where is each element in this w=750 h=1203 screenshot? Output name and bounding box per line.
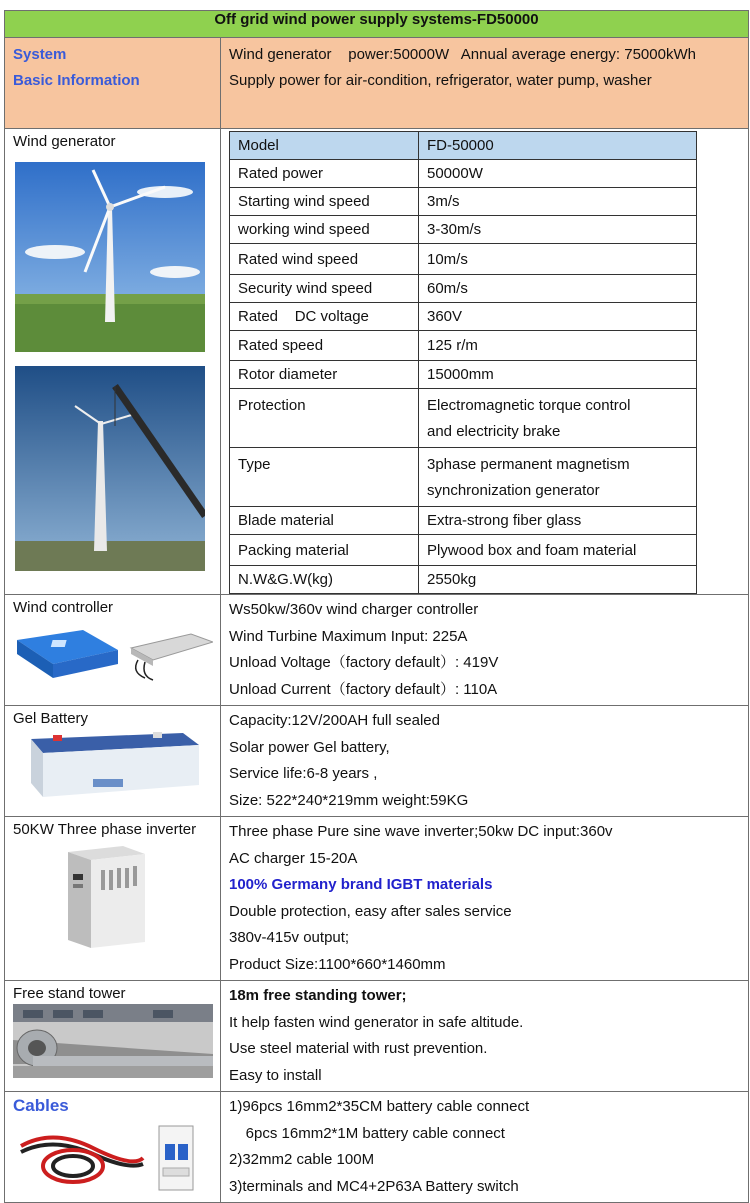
- spec-row: [230, 303, 697, 331]
- controller-line: Unload Voltage（factory default）: 419V: [229, 654, 499, 671]
- system-row: [5, 38, 749, 129]
- controller-label-cell: [5, 595, 221, 706]
- spec-value: 15000mm: [419, 361, 697, 389]
- spec-row: [230, 566, 697, 594]
- spec-value: FD-50000: [419, 132, 697, 160]
- spec-key: Rotor diameter: [230, 361, 419, 389]
- spec-row: [230, 535, 697, 566]
- tower-line: It help fasten wind generator in safe altitude.: [229, 1013, 524, 1031]
- wind-turbine-field-photo: [15, 162, 205, 352]
- controller-label: Wind controller: [13, 599, 114, 616]
- system-info-cell: [221, 38, 749, 129]
- spec-row: [230, 160, 697, 188]
- controller-details-cell: [221, 595, 749, 706]
- controller-row: [5, 595, 749, 706]
- tower-line: Easy to install: [229, 1066, 322, 1084]
- spec-sheet-table: [4, 10, 749, 1203]
- tower-label: Free stand tower: [13, 985, 126, 1002]
- spec-value: 360V: [419, 303, 697, 331]
- inverter-line: Three phase Pure sine wave inverter;50kw DC input:360v: [229, 823, 613, 840]
- spec-value: 125 r/m: [419, 331, 697, 361]
- spec-value: 10m/s: [419, 244, 697, 275]
- battery-row: [5, 706, 749, 817]
- cables-line: 1)96pcs 16mm2*35CM battery cable connect: [229, 1098, 530, 1115]
- spec-value: Plywood box and foam material: [419, 535, 697, 566]
- cables-label: Cables: [13, 1096, 69, 1115]
- tower-headline: 18m free standing tower;: [229, 987, 407, 1004]
- spec-key: Blade material: [230, 507, 419, 535]
- spec-key: Type: [230, 448, 419, 507]
- gel-battery-photo: [13, 731, 213, 799]
- inverter-line: AC charger 15-20A: [229, 849, 358, 867]
- spec-row: [230, 389, 697, 448]
- controller-line: Unload Current（factory default）: 110A: [229, 680, 498, 698]
- spec-value-line: synchronization generator: [427, 482, 600, 499]
- spec-value: 3m/s: [419, 188, 697, 216]
- free-stand-tower-photo: [13, 1004, 213, 1078]
- spec-key: working wind speed: [230, 216, 419, 244]
- spec-key: Rated wind speed: [230, 244, 419, 275]
- basic-information-label: Basic Information: [13, 72, 140, 89]
- battery-line: Service life:6-8 years ,: [229, 765, 378, 782]
- battery-label-cell: [5, 706, 221, 817]
- cables-line: 2)32mm2 cable 100M: [229, 1151, 375, 1168]
- spec-key: Protection: [230, 389, 419, 448]
- battery-line: Size: 522*240*219mm weight:59KG: [229, 791, 469, 809]
- spec-row: [230, 188, 697, 216]
- wind-generator-label-cell: [5, 129, 221, 595]
- spec-key: Model: [230, 132, 419, 160]
- controller-line: Ws50kw/360v wind charger controller: [229, 601, 479, 618]
- battery-line: Solar power Gel battery,: [229, 738, 390, 756]
- spec-value: 3-30m/s: [419, 216, 697, 244]
- spec-row: [230, 216, 697, 244]
- spec-key: N.W&G.W(kg): [230, 566, 419, 594]
- battery-label: Gel Battery: [13, 710, 89, 727]
- inverter-row: [5, 817, 749, 981]
- wind-generator-row: [5, 129, 749, 595]
- system-label-cell: [5, 38, 221, 129]
- spec-row: [230, 448, 697, 507]
- spec-value: 50000W: [419, 160, 697, 188]
- system-label: System: [13, 46, 67, 63]
- spec-row: [230, 132, 697, 160]
- spec-key: Rated speed: [230, 331, 419, 361]
- spec-key: Rated power: [230, 160, 419, 188]
- spec-value-line: and electricity brake: [427, 423, 561, 440]
- spec-row: [230, 507, 697, 535]
- cables-and-switch-photo: [13, 1118, 213, 1194]
- system-line-1: Wind generator power:50000W Annual average energy: 75000kWh: [229, 46, 696, 63]
- spec-row: [230, 331, 697, 361]
- wind-controller-photo: [13, 620, 213, 686]
- inverter-line: Product Size:1100*660*1460mm: [229, 955, 446, 973]
- wind-generator-spec-cell: [221, 129, 749, 595]
- inverter-label-cell: [5, 817, 221, 981]
- three-phase-inverter-photo: [13, 844, 213, 952]
- tower-line: Use steel material with rust prevention.: [229, 1040, 488, 1057]
- spec-value: Extra-strong fiber glass: [419, 507, 697, 535]
- battery-line: Capacity:12V/200AH full sealed: [229, 712, 440, 729]
- spec-key: Security wind speed: [230, 275, 419, 303]
- inverter-line: Double protection, easy after sales service: [229, 902, 512, 920]
- tower-row: [5, 981, 749, 1092]
- battery-details-cell: [221, 706, 749, 817]
- spec-row: [230, 244, 697, 275]
- wind-generator-label: Wind generator: [13, 133, 116, 150]
- spec-row: [230, 275, 697, 303]
- inverter-label: 50KW Three phase inverter: [13, 821, 197, 838]
- document: [4, 10, 748, 1203]
- inverter-line: 380v-415v output;: [229, 929, 350, 946]
- wind-generator-spec-table: [229, 131, 697, 594]
- wind-turbine-installation-photo: [15, 366, 205, 571]
- spec-value: 60m/s: [419, 275, 697, 303]
- spec-key: Starting wind speed: [230, 188, 419, 216]
- spec-key: Rated DC voltage: [230, 303, 419, 331]
- spec-value: [419, 389, 697, 448]
- spec-key: Packing material: [230, 535, 419, 566]
- spec-value-line: 3phase permanent magnetism: [427, 456, 630, 473]
- cables-line: 6pcs 16mm2*1M battery cable connect: [229, 1124, 505, 1142]
- document-title: Off grid wind power supply systems-FD50000: [5, 11, 749, 38]
- tower-label-cell: [5, 981, 221, 1092]
- spec-value-line: Electromagnetic torque control: [427, 397, 631, 414]
- title-row: [5, 11, 749, 38]
- inverter-details-cell: [221, 817, 749, 981]
- system-line-2: Supply power for air-condition, refrigerator, water pump, washer: [229, 72, 652, 89]
- spec-row: [230, 361, 697, 389]
- cables-line: 3)terminals and MC4+2P63A Battery switch: [229, 1177, 519, 1195]
- spec-value: [419, 448, 697, 507]
- spec-value: 2550kg: [419, 566, 697, 594]
- inverter-highlight-line: 100% Germany brand IGBT materials: [229, 876, 493, 893]
- tower-details-cell: [221, 981, 749, 1092]
- controller-line: Wind Turbine Maximum Input: 225A: [229, 627, 468, 645]
